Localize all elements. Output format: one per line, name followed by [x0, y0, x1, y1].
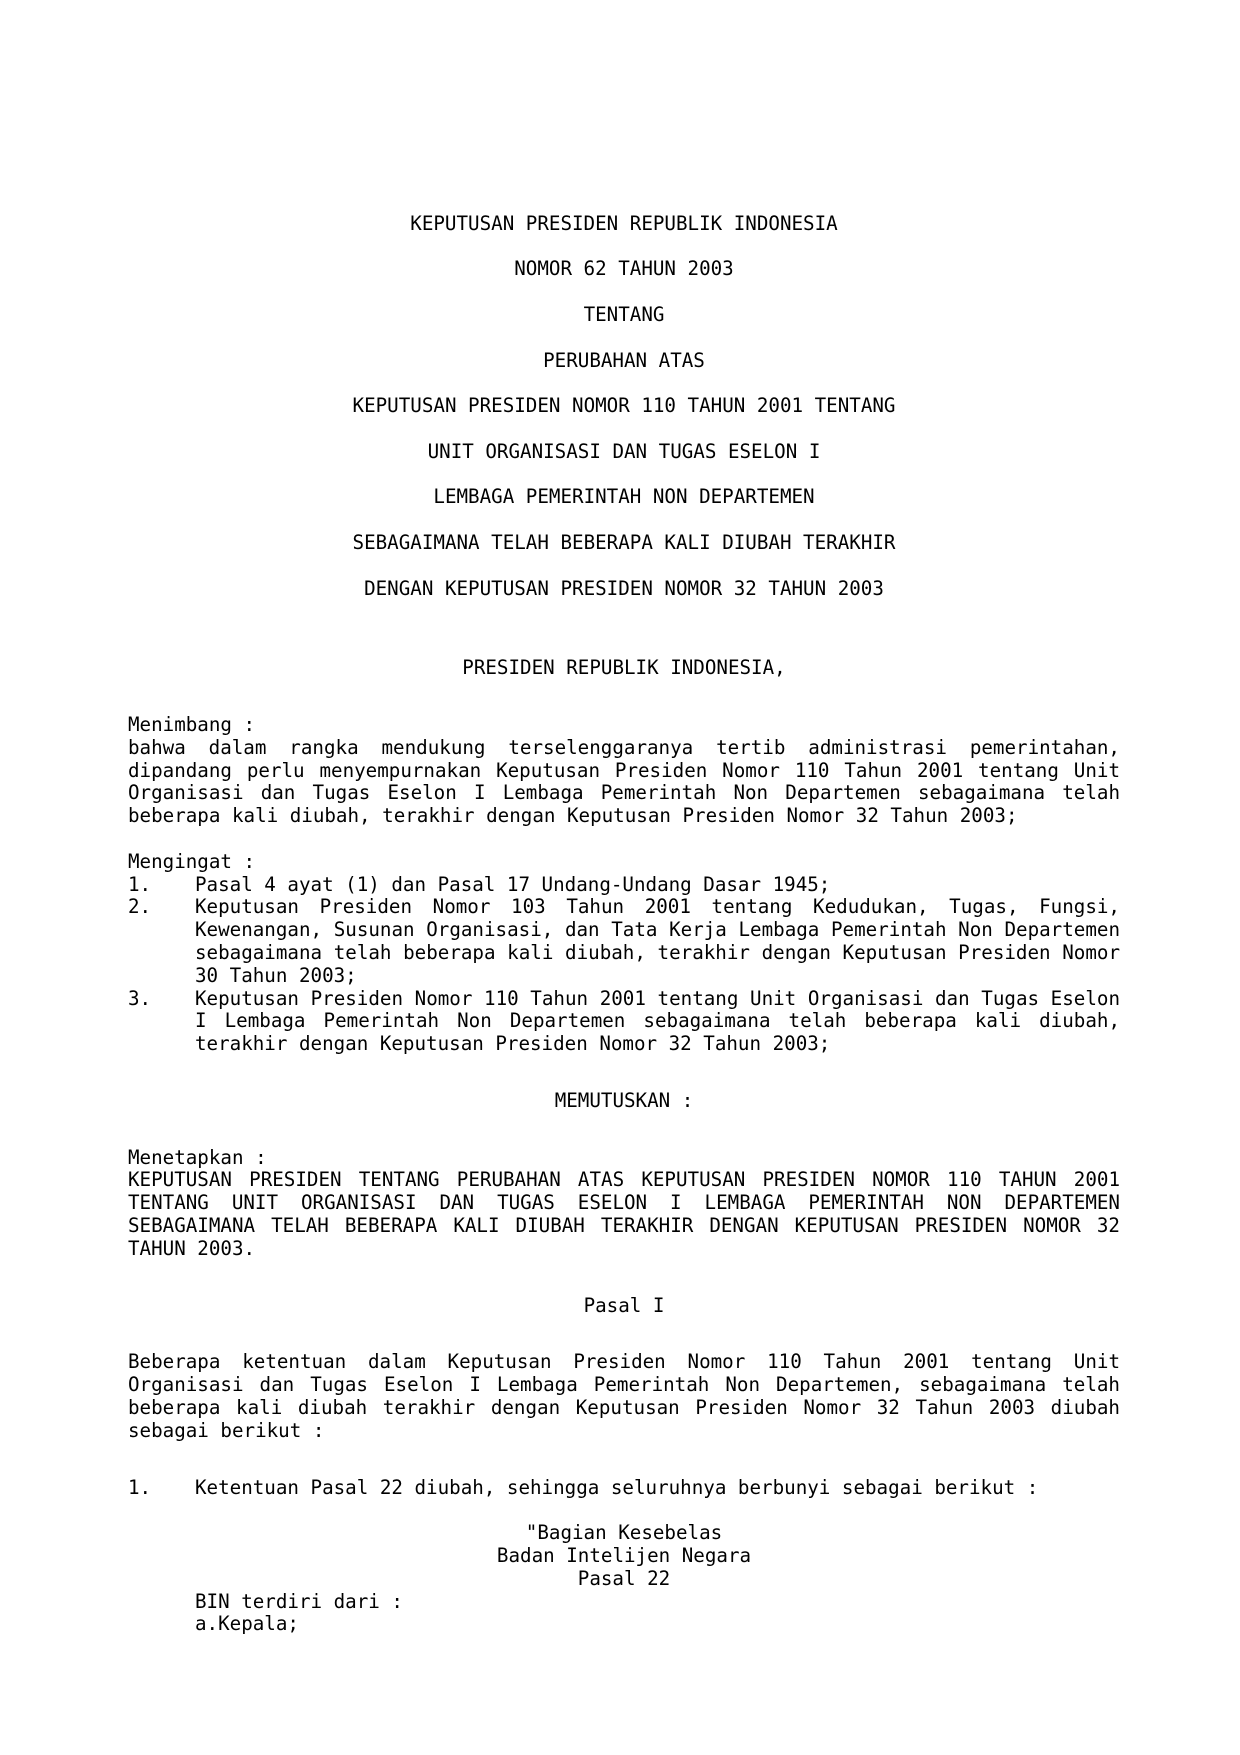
spacer — [128, 623, 1120, 657]
quoted-section-heading — [128, 1522, 1120, 1590]
amendment-text: Ketentuan Pasal 22 diubah, sehingga seluruhnya berbunyi sebagai berikut : — [195, 1475, 1039, 1499]
amendment-number: 1. — [128, 1475, 152, 1499]
mengingat-list — [128, 874, 1120, 1056]
list-item-number: 1. — [128, 872, 152, 896]
menimbang-text: bahwa dalam rangka mendukung terselenggaranya tertib administrasi pemerintahan, dipandang perlu menyempurnakan Keputusan Presiden Nomor 110 Tahun 2001 tentang Unit Organisasi dan Tugas Eselon I Lembaga Pemerintah Non Departemen sebagaimana telah beberapa kali diubah, terakhir dengan Keputusan Presiden Nomor 32 Tahun 2003; — [128, 735, 1120, 828]
title-line-6: UNIT ORGANISASI DAN TUGAS ESELON I — [427, 439, 821, 463]
title-line-7: LEMBAGA PEMERINTAH NON DEPARTEMEN — [433, 485, 815, 509]
spacer — [128, 680, 1120, 714]
title-line-1: KEPUTUSAN PRESIDEN REPUBLIK INDONESIA — [410, 211, 838, 235]
list-item — [128, 896, 1120, 987]
list-item — [128, 1477, 1120, 1500]
quoted-heading-line-3: Pasal 22 — [577, 1566, 671, 1590]
pasal-heading: Pasal I — [583, 1293, 665, 1317]
list-item-number: 2. — [128, 895, 152, 919]
menimbang-label: Menimbang : — [128, 712, 256, 736]
spacer — [128, 1317, 1120, 1351]
list-item-text: Keputusan Presiden Nomor 110 Tahun 2001 tentang Unit Organisasi dan Tugas Eselon I Lembaga Pemerintah Non Departemen sebagaimana telah beberapa kali diubah, terakhir dengan Keputusan Presiden Nomor 32 Tahun 2003; — [195, 986, 1120, 1056]
menetapkan-text: KEPUTUSAN PRESIDEN TENTANG PERUBAHAN ATAS KEPUTUSAN PRESIDEN NOMOR 110 TAHUN 2001 TENTANG UNIT ORGANISASI DAN TUGAS ESELON I LEMBAGA PEMERINTAH NON DEPARTEMEN SEBAGAIMANA TELAH BEBERAPA KALI DIUBAH TERAKHIR DENGAN KEPUTUSAN PRESIDEN NOMOR 32 TAHUN 2003. — [128, 1168, 1120, 1260]
spacer — [128, 828, 1120, 851]
spacer — [128, 1113, 1120, 1147]
title-line-3: TENTANG — [583, 302, 665, 326]
title-line-4: PERUBAHAN ATAS — [543, 348, 705, 372]
mengingat-label: Mengingat : — [128, 849, 256, 873]
spacer — [128, 1056, 1120, 1090]
list-item — [128, 874, 1120, 897]
spacer — [128, 1499, 1120, 1522]
title-line-2: NOMOR 62 TAHUN 2003 — [514, 257, 734, 281]
quoted-body-line-1: BIN terdiri dari : — [195, 1589, 403, 1613]
quoted-body — [195, 1591, 1120, 1637]
pasal-intro-text: Beberapa ketentuan dalam Keputusan Presiden Nomor 110 Tahun 2001 tentang Unit Organisasi dan Tugas Eselon I Lembaga Pemerintah Non Departemen, sebagaimana telah beberapa kali diubah terakhir dengan Keputusan Presiden Nomor 32 Tahun 2003 diubah sebagai berikut : — [128, 1350, 1120, 1442]
authority-line: PRESIDEN REPUBLIK INDONESIA, — [462, 656, 786, 680]
menetapkan-label: Menetapkan : — [128, 1145, 267, 1169]
document-title-block — [128, 190, 1120, 623]
spacer — [128, 1443, 1120, 1477]
amendment-list — [128, 1477, 1120, 1500]
list-item-text: Keputusan Presiden Nomor 103 Tahun 2001 tentang Kedudukan, Tugas, Fungsi, Kewenangan, Susunan Organisasi, dan Tata Kerja Lembaga Pemerintah Non Departemen sebagaimana telah beberapa kali diubah, terakhir dengan Keputusan Presiden Nomor 30 Tahun 2003; — [195, 895, 1120, 987]
title-line-8: SEBAGAIMANA TELAH BEBERAPA KALI DIUBAH TERAKHIR — [352, 530, 896, 554]
quoted-heading-line-2: Badan Intelijen Negara — [496, 1544, 752, 1568]
memutuskan-heading: MEMUTUSKAN : — [554, 1088, 694, 1112]
quoted-body-line-2: a.Kepala; — [195, 1612, 299, 1636]
document-body — [128, 190, 1120, 1636]
spacer — [128, 1261, 1120, 1295]
list-item — [128, 988, 1120, 1056]
list-item-number: 3. — [128, 986, 152, 1010]
title-line-9: DENGAN KEPUTUSAN PRESIDEN NOMOR 32 TAHUN 2003 — [364, 576, 884, 600]
title-line-5: KEPUTUSAN PRESIDEN NOMOR 110 TAHUN 2001 TENTANG — [352, 394, 896, 418]
quoted-heading-line-1: "Bagian Kesebelas — [525, 1521, 723, 1545]
list-item-text: Pasal 4 ayat (1) dan Pasal 17 Undang-Undang Dasar 1945; — [195, 872, 831, 896]
